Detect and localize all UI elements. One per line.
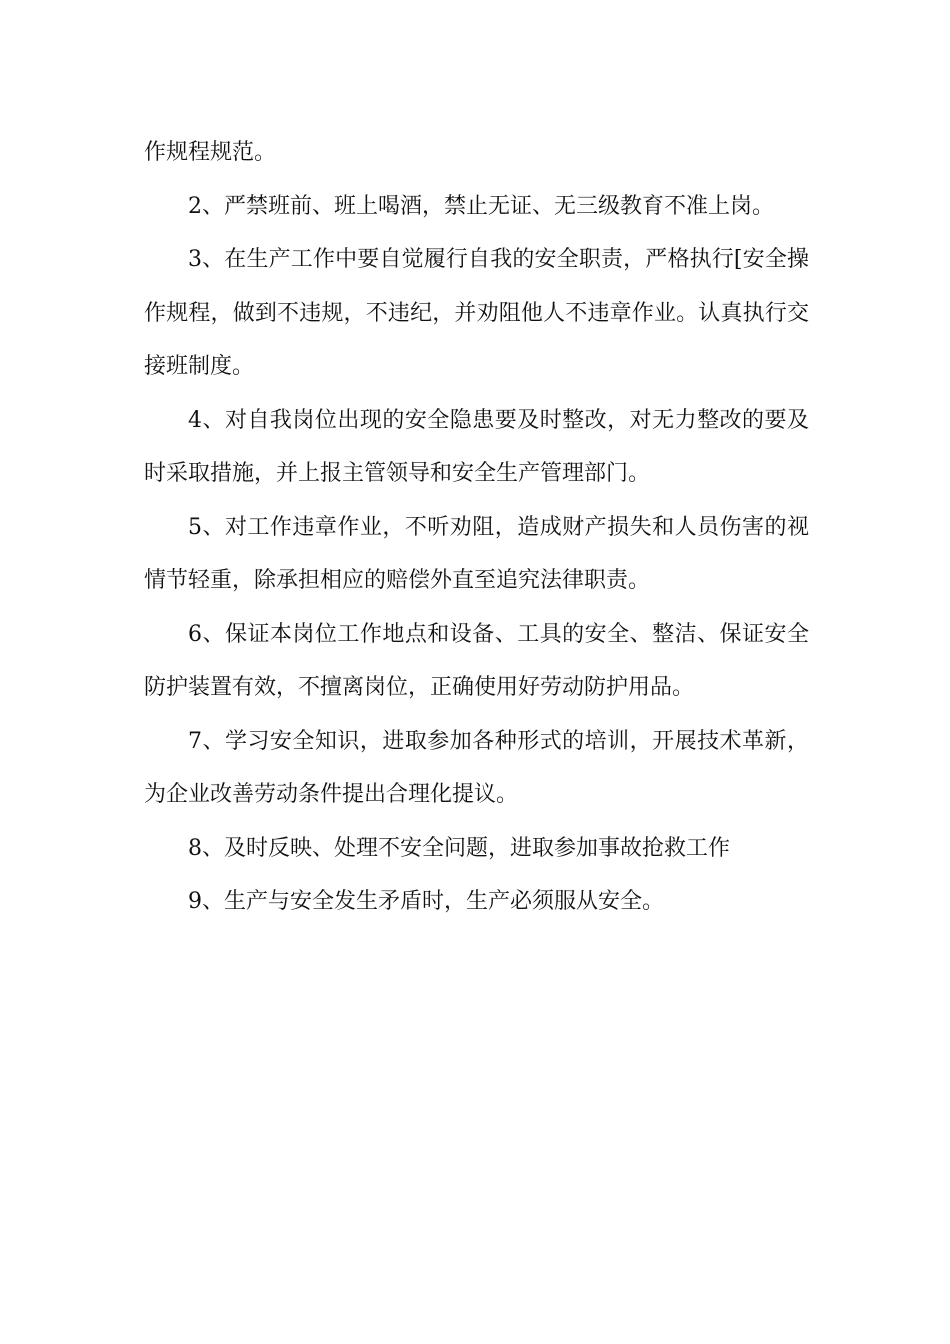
paragraph-item-4: 4、对自我岗位出现的安全隐患要及时整改，对无力整改的要及时采取措施，并上报主管领导和安全生产管理部门。 [144, 407, 809, 486]
paragraph-item-7: 7、学习安全知识，进取参加各种形式的培训，开展技术革新，为企业改善劳动条件提出合理化提议。 [144, 728, 809, 807]
paragraph-item-8: 8、及时反映、处理不安全问题，进取参加事故抢救工作 [188, 835, 730, 861]
paragraph-item-6: 6、保证本岗位工作地点和设备、工具的安全、整洁、保证安全防护装置有效，不擅离岗位，正确使用好劳动防护用品。 [144, 621, 809, 700]
paragraph-item-2: 2、严禁班前、班上喝酒，禁止无证、无三级教育不准上岗。 [188, 193, 774, 219]
paragraph-item-5: 5、对工作违章作业，不听劝阻，造成财产损失和人员伤害的视情节轻重，除承担相应的赔偿外直至追究法律职责。 [144, 514, 809, 593]
document-body [144, 126, 809, 929]
paragraph-continuation: 作规程规范。 [144, 140, 277, 165]
paragraph-item-3: 3、在生产工作中要自觉履行自我的安全职责，严格执行[安全操作规程，做到不违规，不违纪，并劝阻他人不违章作业。认真执行交接班制度。 [144, 247, 809, 379]
paragraph-item-9: 9、生产与安全发生矛盾时，生产必须服从安全。 [188, 889, 664, 914]
